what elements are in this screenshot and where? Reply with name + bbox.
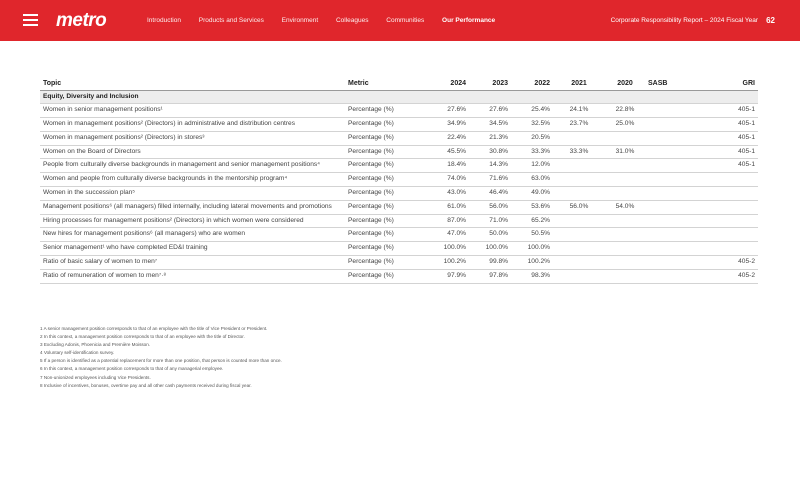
section-title: Equity, Diversity and Inclusion — [40, 90, 758, 104]
cell-metric: Percentage (%) — [345, 131, 425, 145]
nav-environment[interactable]: Environment — [281, 17, 319, 24]
cell-v2021 — [553, 173, 605, 187]
col-gri: GRI — [705, 77, 758, 90]
cell-v2024: 22.4% — [425, 131, 469, 145]
cell-gri: 405-2 — [705, 269, 758, 283]
cell-v2022: 25.4% — [511, 104, 553, 118]
cell-metric: Percentage (%) — [345, 159, 425, 173]
table-row — [40, 214, 758, 228]
cell-sasb — [645, 269, 705, 283]
cell-v2022: 63.0% — [511, 173, 553, 187]
nav-introduction[interactable]: Introduction — [147, 17, 181, 24]
report-title: Corporate Responsibility Report – 2024 Fiscal Year — [610, 17, 758, 24]
cell-v2021: 23.7% — [553, 118, 605, 132]
section-row — [40, 90, 758, 104]
cell-metric: Percentage (%) — [345, 173, 425, 187]
table-row — [40, 104, 758, 118]
cell-v2022: 33.3% — [511, 145, 553, 159]
cell-v2021 — [553, 256, 605, 270]
cell-v2023: 100.0% — [469, 242, 511, 256]
cell-sasb — [645, 256, 705, 270]
cell-metric: Percentage (%) — [345, 187, 425, 201]
col-2024: 2024 — [425, 77, 469, 90]
cell-v2021: 33.3% — [553, 145, 605, 159]
cell-metric: Percentage (%) — [345, 228, 425, 242]
table-row — [40, 256, 758, 270]
cell-v2021 — [553, 242, 605, 256]
cell-v2024: 87.0% — [425, 214, 469, 228]
cell-v2021 — [553, 131, 605, 145]
cell-v2021 — [553, 269, 605, 283]
col-2020: 2020 — [605, 77, 645, 90]
footnote: 7 Non-unionized employees including Vice Presidents. — [40, 374, 151, 380]
cell-topic: Women in management positions² (Directors) in stores³ — [40, 131, 345, 145]
cell-v2023: 71.6% — [469, 173, 511, 187]
cell-v2023: 56.0% — [469, 200, 511, 214]
footnote: 8 Inclusive of incentives, bonuses, overtime pay and all other cash payments received during fiscal year. — [40, 382, 252, 388]
cell-v2020: 54.0% — [605, 200, 645, 214]
cell-v2020: 31.0% — [605, 145, 645, 159]
cell-v2023: 97.8% — [469, 269, 511, 283]
cell-v2023: 21.3% — [469, 131, 511, 145]
cell-v2020 — [605, 159, 645, 173]
page-number: 62 — [766, 16, 775, 25]
cell-sasb — [645, 173, 705, 187]
cell-topic: People from culturally diverse backgrounds in management and senior management positions⁴ — [40, 159, 345, 173]
cell-v2020 — [605, 269, 645, 283]
cell-metric: Percentage (%) — [345, 118, 425, 132]
cell-v2022: 20.5% — [511, 131, 553, 145]
cell-sasb — [645, 187, 705, 201]
cell-gri: 405-1 — [705, 118, 758, 132]
col-metric: Metric — [345, 77, 425, 90]
footnote: 5 If a person is identified as a potential replacement for more than one position, that person is counted more than once. — [40, 358, 282, 364]
cell-metric: Percentage (%) — [345, 269, 425, 283]
cell-gri — [705, 242, 758, 256]
cell-v2022: 12.0% — [511, 159, 553, 173]
table-row — [40, 159, 758, 173]
cell-v2020 — [605, 214, 645, 228]
col-2021: 2021 — [553, 77, 605, 90]
nav-products-and-services[interactable]: Products and Services — [198, 17, 264, 24]
cell-v2024: 18.4% — [425, 159, 469, 173]
cell-v2022: 50.5% — [511, 228, 553, 242]
cell-topic: Women in the succession plan⁵ — [40, 187, 345, 201]
table-row — [40, 242, 758, 256]
cell-v2022: 98.3% — [511, 269, 553, 283]
footnote: 2 In this context, a management position corresponds to that of an employee with the title of Director. — [40, 334, 245, 340]
cell-v2024: 27.6% — [425, 104, 469, 118]
cell-gri: 405-2 — [705, 256, 758, 270]
cell-topic: New hires for management positions⁶ (all managers) who are women — [40, 228, 345, 242]
cell-v2023: 46.4% — [469, 187, 511, 201]
footnotes — [40, 325, 282, 390]
cell-v2020 — [605, 228, 645, 242]
cell-v2021 — [553, 187, 605, 201]
nav-communities[interactable]: Communities — [386, 17, 425, 24]
cell-v2022: 32.5% — [511, 118, 553, 132]
col-sasb: SASB — [645, 77, 705, 90]
cell-topic: Hiring processes for management positions² (Directors) in which women were considered — [40, 214, 345, 228]
nav-colleagues[interactable]: Colleagues — [335, 17, 369, 24]
metro-logo[interactable]: metro — [56, 10, 107, 31]
cell-v2023: 14.3% — [469, 159, 511, 173]
cell-sasb — [645, 118, 705, 132]
cell-gri — [705, 187, 758, 201]
cell-v2020 — [605, 187, 645, 201]
cell-sasb — [645, 228, 705, 242]
cell-gri: 405-1 — [705, 104, 758, 118]
main-nav — [147, 17, 511, 24]
cell-v2020 — [605, 131, 645, 145]
cell-metric: Percentage (%) — [345, 200, 425, 214]
cell-gri — [705, 200, 758, 214]
col-topic: Topic — [40, 77, 345, 90]
cell-sasb — [645, 131, 705, 145]
cell-v2024: 43.0% — [425, 187, 469, 201]
table-row — [40, 131, 758, 145]
cell-v2021 — [553, 228, 605, 242]
table-row — [40, 118, 758, 132]
table-row — [40, 228, 758, 242]
cell-v2023: 71.0% — [469, 214, 511, 228]
menu-icon[interactable] — [23, 14, 38, 26]
cell-v2020 — [605, 242, 645, 256]
cell-topic: Ratio of remuneration of women to men⁷·⁸ — [40, 269, 345, 283]
cell-v2021: 24.1% — [553, 104, 605, 118]
cell-v2020: 25.0% — [605, 118, 645, 132]
cell-v2022: 100.2% — [511, 256, 553, 270]
cell-metric: Percentage (%) — [345, 242, 425, 256]
cell-sasb — [645, 214, 705, 228]
cell-v2024: 100.0% — [425, 242, 469, 256]
cell-v2020 — [605, 256, 645, 270]
cell-metric: Percentage (%) — [345, 104, 425, 118]
cell-v2020: 22.8% — [605, 104, 645, 118]
cell-sasb — [645, 200, 705, 214]
table-row — [40, 187, 758, 201]
cell-metric: Percentage (%) — [345, 145, 425, 159]
footnote: 1 A senior management position corresponds to that of an employee with the title of Vice President or President. — [40, 326, 268, 331]
top-header-bar — [0, 0, 800, 41]
cell-sasb — [645, 159, 705, 173]
cell-v2023: 27.6% — [469, 104, 511, 118]
cell-v2023: 99.8% — [469, 256, 511, 270]
cell-v2023: 50.0% — [469, 228, 511, 242]
table-header-row — [40, 77, 758, 90]
cell-v2024: 45.5% — [425, 145, 469, 159]
cell-topic: Ratio of basic salary of women to men⁷ — [40, 256, 345, 270]
cell-v2021: 56.0% — [553, 200, 605, 214]
cell-v2020 — [605, 173, 645, 187]
cell-v2021 — [553, 159, 605, 173]
cell-gri — [705, 228, 758, 242]
table-row — [40, 200, 758, 214]
cell-topic: Women and people from culturally diverse backgrounds in the mentorship program⁴ — [40, 173, 345, 187]
cell-v2022: 53.6% — [511, 200, 553, 214]
cell-v2023: 30.8% — [469, 145, 511, 159]
col-2023: 2023 — [469, 77, 511, 90]
table-row — [40, 269, 758, 283]
footnote: 4 Voluntary self-identification survey. — [40, 350, 115, 356]
cell-sasb — [645, 242, 705, 256]
table-row — [40, 145, 758, 159]
cell-v2024: 47.0% — [425, 228, 469, 242]
cell-v2022: 49.0% — [511, 187, 553, 201]
cell-gri — [705, 173, 758, 187]
cell-v2024: 100.2% — [425, 256, 469, 270]
cell-v2024: 74.0% — [425, 173, 469, 187]
cell-metric: Percentage (%) — [345, 214, 425, 228]
cell-gri — [705, 214, 758, 228]
cell-sasb — [645, 145, 705, 159]
cell-gri: 405-1 — [705, 159, 758, 173]
cell-v2024: 34.9% — [425, 118, 469, 132]
cell-gri: 405-1 — [705, 131, 758, 145]
footnote: 3 Excluding Adonis, Phoenicia and Première Moisson. — [40, 342, 151, 348]
cell-topic: Senior management¹ who have completed ED&I training — [40, 242, 345, 256]
cell-v2021 — [553, 214, 605, 228]
cell-topic: Women in senior management positions¹ — [40, 104, 345, 118]
nav-our-performance[interactable]: Our Performance — [442, 17, 496, 24]
cell-sasb — [645, 104, 705, 118]
col-2022: 2022 — [511, 77, 553, 90]
cell-topic: Management positions⁶ (all managers) filled internally, including lateral movements and promotions — [40, 200, 345, 214]
cell-gri: 405-1 — [705, 145, 758, 159]
footnote: 6 In this context, a management position corresponds to that of any managerial employee. — [40, 366, 224, 372]
cell-v2022: 100.0% — [511, 242, 553, 256]
cell-v2022: 65.2% — [511, 214, 553, 228]
cell-v2023: 34.5% — [469, 118, 511, 132]
table-row — [40, 173, 758, 187]
cell-topic: Women on the Board of Directors — [40, 145, 345, 159]
cell-v2024: 97.9% — [425, 269, 469, 283]
cell-metric: Percentage (%) — [345, 256, 425, 270]
performance-table — [40, 77, 758, 284]
cell-v2024: 61.0% — [425, 200, 469, 214]
cell-topic: Women in management positions² (Directors) in administrative and distribution centres — [40, 118, 345, 132]
